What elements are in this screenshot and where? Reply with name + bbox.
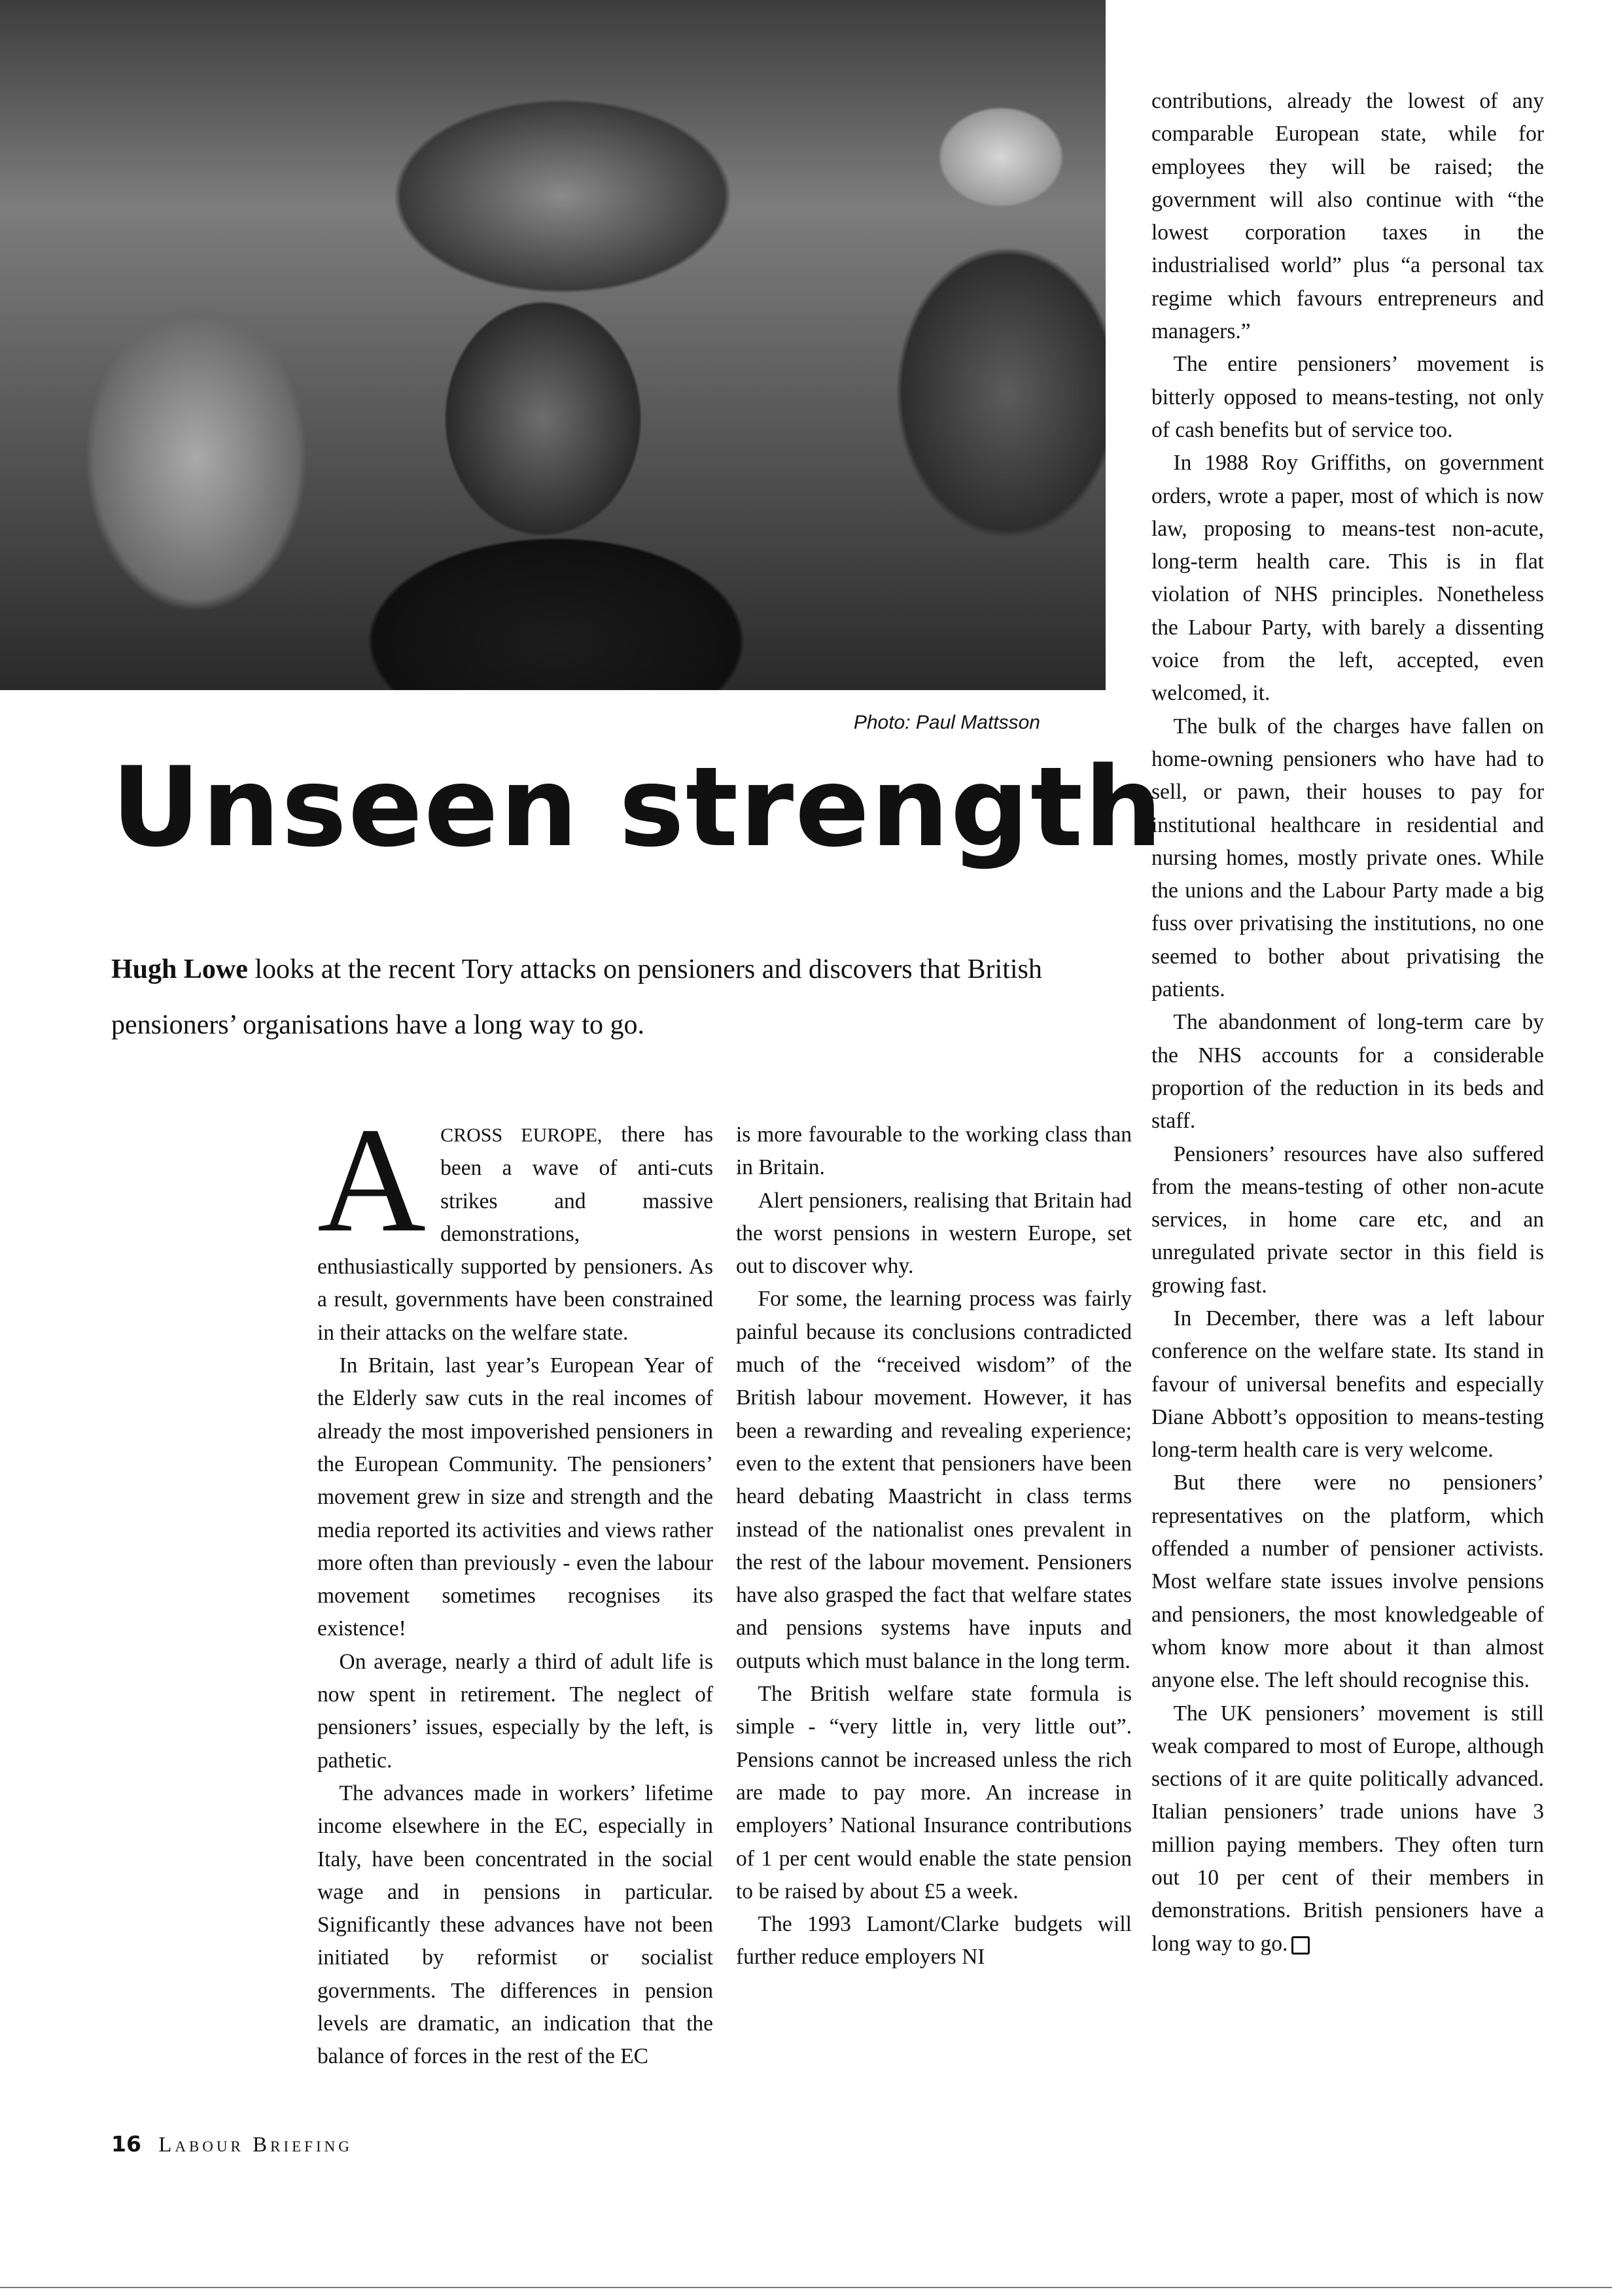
article-paragraph: The 1993 Lamont/Clarke budgets will further reduce employers NI — [736, 1912, 1132, 1970]
article-paragraph: For some, the learning process was fairly painful because its conclusions contradicted much of the “received wisdom” of the British labour movement. However, it has been a rewarding and revealing experience; even to the extent that pensioners have been heard debating Maastricht in class terms instead of the nationalist ones prevalent in the rest of the labour movement. Pensioners have also grasped the fact that welfare states and pensions systems have inputs and outputs which must balance in the long term. — [736, 1287, 1132, 1673]
article-column-2 — [736, 1119, 1132, 1974]
standfirst-text: looks at the recent Tory attacks on pensioners and discovers that British pensioners’ organisations have a long way to go. — [111, 954, 1042, 1040]
article-column-3 — [1151, 85, 1544, 1960]
paragraph-text: there has been a wave of anti-cuts strikes and massive demonstrations, enthusiastically supported by pensioners. As a result, governments have been constrained in their attacks on the welfare state. — [317, 1122, 714, 1345]
article-paragraph: In Britain, last year’s European Year of the Elderly saw cuts in the real incomes of already the most impoverished pensioners in the European Community. The pensioners’ movement grew in size and strength and the media reported its activities and views rather more often than previously - even the labour movement sometimes recognises its existence! — [317, 1353, 713, 1641]
article-paragraph: In December, there was a left labour conference on the welfare state. Its stand in favour of universal benefits and especially Diane Abbott’s opposition to means-testing long-term health care is very welcome. — [1151, 1306, 1544, 1463]
bottom-rule — [0, 2287, 1612, 2288]
article-paragraph: The advances made in workers’ lifetime income elsewhere in the EC, especially in Italy, have been concentrated in the social wage and in pensions in particular. Significantly these advances have not been initiated by reformist or socialist governments. The differences in pension levels are dramatic, an indication that the balance of forces in the rest of the EC — [317, 1781, 713, 2069]
headline: Unseen strength — [111, 743, 1164, 871]
lead-caps: CROSS EUROPE, — [440, 1124, 603, 1146]
article-paragraph — [317, 1096, 714, 1349]
photo-credit: Photo: Paul Mattsson — [853, 712, 1040, 733]
article-paragraph: But there were no pensioners’ representatives on the platform, which offended a number of pensioner activists. Most welfare state issues involve pensions and pensioners, the most knowledgeable of whom know more about it than almost anyone else. The left should recognise this. — [1151, 1470, 1544, 1693]
article-paragraph — [1151, 1697, 1544, 1960]
article-paragraph: The abandonment of long-term care by the NHS accounts for a considerable proportion of the reduction in its beds and staff. — [1151, 1010, 1544, 1134]
article-column-1 — [317, 1096, 714, 2074]
magazine-name: Labour Briefing — [158, 2133, 353, 2157]
article-paragraph: The bulk of the charges have fallen on home-owning pensioners who have had to sell, or pawn, their houses to pay for institutional healthcare in residential and nursing homes, mostly private ones. While the unions and the Labour Party made a big fuss over privatising the institutions, no one seemed to bother about privatising the patients. — [1151, 714, 1544, 1002]
article-paragraph: Pensioners’ resources have also suffered from the means-testing of other non-acute services, in home care etc, and an unregulated private sector in this field is growing fast. — [1151, 1141, 1544, 1298]
page-number: 16 — [111, 2131, 141, 2157]
article-paragraph: Alert pensioners, realising that Britain had the worst pensions in western Europe, set out to discover why. — [736, 1188, 1132, 1279]
standfirst — [111, 942, 1106, 1053]
author-name: Hugh Lowe — [111, 954, 248, 984]
article-paragraph: In 1988 Roy Griffiths, on government orders, wrote a paper, most of which is now law, proposing to means-test non-acute, long-term health care. This is in flat violation of NHS principles. Nonetheless the Labour Party, with barely a dissenting voice from the left, accepted, even welcomed, it. — [1151, 451, 1544, 706]
drop-cap: A — [317, 1096, 427, 1263]
pensioner-photo — [0, 0, 1106, 690]
article-paragraph: The British welfare state formula is simple - “very little in, very little out”. Pensions cannot be increased unless the rich are made to pay more. An increase in employers’ National Insurance contributions of 1 per cent would enable the state pension to be raised by about £5 a week. — [736, 1682, 1132, 1904]
article-paragraph: The entire pensioners’ movement is bitterly opposed to means-testing, not only of cash benefits but of service too. — [1151, 352, 1544, 442]
page-footer — [111, 2131, 353, 2157]
article-paragraph: On average, nearly a third of adult life is now spent in retirement. The neglect of pensioners’ issues, especially by the left, is pathetic. — [317, 1649, 713, 1773]
end-mark-icon — [1291, 1936, 1310, 1955]
article-paragraph: contributions, already the lowest of any comparable European state, while for employees they will be raised; the government will also continue with “the lowest corporation taxes in the industrialised world” plus “a personal tax regime which favours entrepreneurs and managers.” — [1151, 89, 1544, 344]
article-paragraph: is more favourable to the working class than in Britain. — [736, 1122, 1132, 1180]
paragraph-text: The UK pensioners’ movement is still weak compared to most of Europe, although sections of it are quite politically advanced. Italian pensioners’ trade unions have 3 million paying members. They often turn out 10 per cent of their members in demonstrations. British pensioners have a long way to go. — [1151, 1701, 1544, 1956]
